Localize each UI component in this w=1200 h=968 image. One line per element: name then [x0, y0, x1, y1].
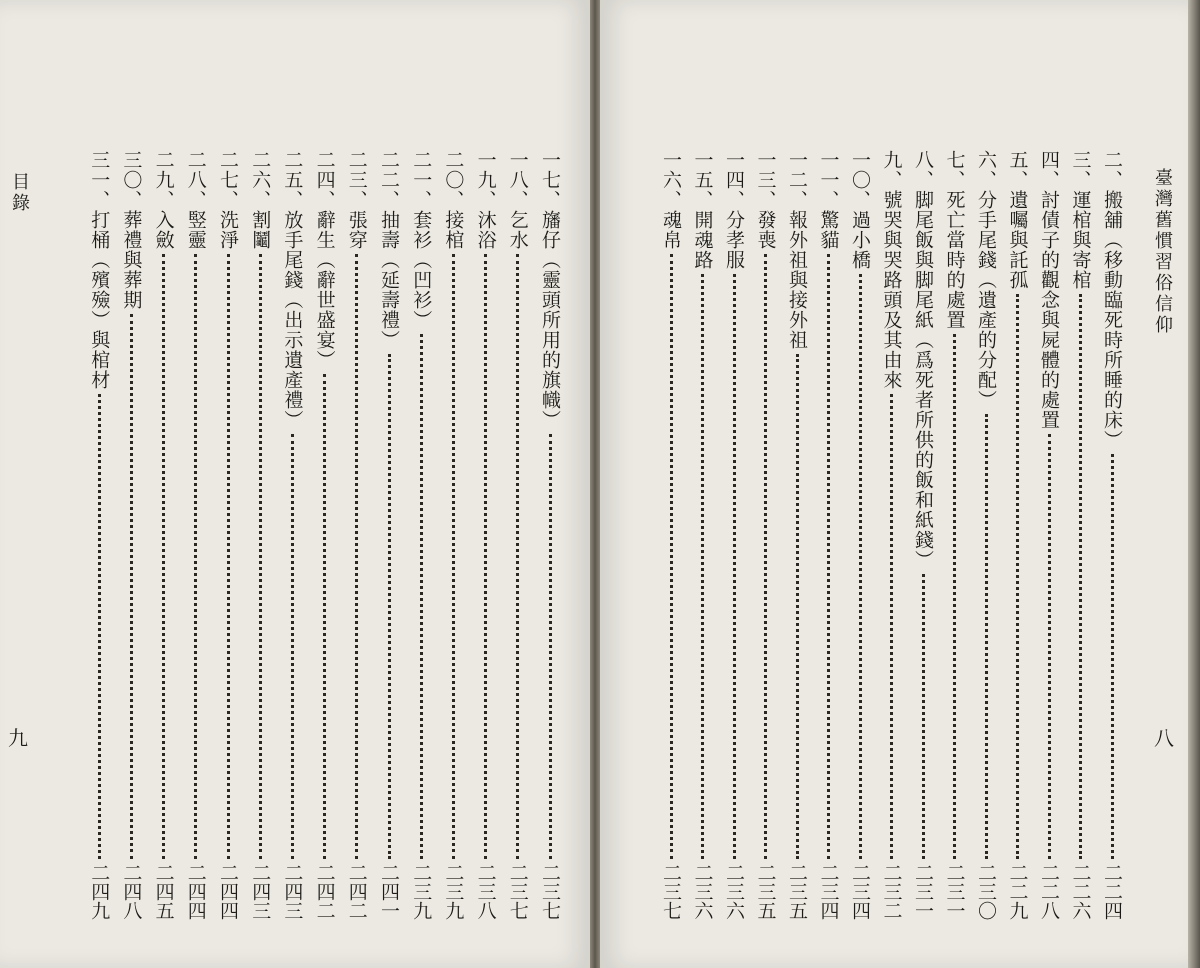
book-edge	[1188, 0, 1200, 968]
leader-dots	[922, 574, 925, 859]
entry-title: 一三、發喪	[754, 150, 777, 250]
entry-page-number: 二三四	[817, 863, 840, 920]
entry-title: 七、死亡當時的處置	[943, 150, 966, 330]
entry-page-number: 二三七	[506, 863, 529, 920]
entry-title: 四、討債子的觀念與屍體的處置	[1038, 150, 1060, 430]
entry-page-number: 二三六	[723, 863, 745, 920]
entry-page-number: 二三六	[691, 863, 714, 920]
leader-dots	[764, 254, 767, 859]
leader-dots	[420, 334, 423, 859]
entry-page-number: 二三一	[943, 863, 966, 920]
toc-entry	[407, 150, 435, 920]
leader-dots	[1079, 294, 1082, 859]
book-gutter	[590, 0, 600, 968]
folio-left: 九	[8, 726, 28, 750]
entry-title: 一九、沐浴	[474, 150, 497, 250]
entry-title: 一八、乞水	[506, 150, 529, 250]
leader-dots	[452, 254, 455, 859]
leader-dots	[1016, 294, 1019, 859]
entry-page-number: 二四四	[217, 863, 239, 920]
entry-title: 一五、開魂路	[691, 150, 714, 270]
entry-page-number: 二四九	[88, 863, 111, 920]
entry-page-number: 二三五	[786, 863, 808, 920]
toc-entry	[278, 150, 306, 920]
leader-dots	[227, 254, 230, 859]
leader-dots	[355, 254, 358, 859]
toc-entry	[1035, 150, 1063, 920]
leader-dots	[259, 254, 262, 859]
toc-entry	[1004, 150, 1032, 920]
leader-dots	[670, 254, 673, 859]
leader-dots	[549, 434, 552, 859]
leader-dots	[323, 374, 326, 859]
entry-title: 二二、抽壽（延壽禮）	[378, 150, 400, 350]
toc-entry	[720, 150, 748, 920]
entry-title: 二一、套衫（凹衫）	[410, 150, 433, 330]
leader-dots	[701, 274, 704, 859]
entry-page-number: 二三〇	[975, 863, 997, 920]
leader-dots	[484, 254, 487, 859]
toc-entry	[1067, 150, 1095, 920]
page-left	[0, 0, 590, 968]
entry-title: 三、運棺與寄棺	[1069, 150, 1092, 290]
leader-dots	[162, 254, 165, 859]
toc-entry	[536, 150, 564, 920]
toc-entry	[878, 150, 906, 920]
entry-title: 八、脚尾飯與脚尾紙（爲死者所供的飯和紙錢）	[912, 150, 934, 570]
toc-entry	[117, 150, 145, 920]
entry-page-number: 二二八	[1038, 863, 1060, 920]
leader-dots	[291, 434, 294, 859]
leader-dots	[98, 394, 101, 859]
entry-page-number: 二三九	[410, 863, 433, 920]
toc-entry	[783, 150, 811, 920]
leader-dots	[194, 254, 197, 859]
leader-dots	[130, 314, 133, 859]
toc-entry	[752, 150, 780, 920]
leader-dots	[388, 354, 391, 859]
leader-dots	[1048, 434, 1051, 859]
page-right	[600, 0, 1188, 968]
entry-page-number: 二三五	[754, 863, 777, 920]
toc-entry	[214, 150, 242, 920]
entry-title: 一一、驚貓	[817, 150, 840, 250]
toc-entry	[941, 150, 969, 920]
entry-page-number: 二三九	[442, 863, 465, 920]
entry-page-number: 二四三	[249, 863, 272, 920]
entry-title: 一六、魂帛	[660, 150, 682, 250]
toc-entry	[375, 150, 403, 920]
toc-entry	[657, 150, 685, 920]
entry-page-number: 二四四	[184, 863, 207, 920]
entry-page-number: 二三一	[912, 863, 934, 920]
entry-page-number: 二四二	[313, 863, 336, 920]
leader-dots	[890, 394, 893, 859]
entry-page-number: 二三八	[474, 863, 497, 920]
entry-title: 五、遺囑與託孤	[1006, 150, 1029, 290]
toc-entry	[504, 150, 532, 920]
toc-entry	[909, 150, 937, 920]
entry-title: 九、號哭與哭路頭及其由來	[880, 150, 903, 390]
entry-title: 二四、辭生（辭世盛宴）	[313, 150, 336, 370]
toc-entry	[150, 150, 178, 920]
entry-title: 二六、割鬮	[249, 150, 272, 250]
toc-entry	[846, 150, 874, 920]
leader-dots	[953, 334, 956, 859]
entry-page-number: 二三四	[849, 863, 871, 920]
entry-title: 一七、旛仔（靈頭所用的旗幟）	[539, 150, 561, 430]
entry-title: 二九、入斂	[152, 150, 175, 250]
entry-page-number: 二三七	[660, 863, 682, 920]
running-head-left: 目錄	[9, 172, 30, 214]
entry-title: 二、搬舖（移動臨死時所睡的床）	[1101, 150, 1123, 450]
entry-title: 二〇、接棺	[442, 150, 465, 250]
toc-entry	[311, 150, 339, 920]
toc-entry	[85, 150, 113, 920]
toc-entry	[815, 150, 843, 920]
running-head-right: 臺灣舊慣習俗信仰	[1152, 168, 1173, 336]
entry-page-number: 二二九	[1006, 863, 1029, 920]
entry-title: 一〇、過小橋	[849, 150, 871, 270]
toc-entry	[689, 150, 717, 920]
entry-title: 一四、分孝服	[723, 150, 745, 270]
entry-title: 二五、放手尾錢（出示遺產禮）	[281, 150, 304, 430]
leader-dots	[859, 274, 862, 859]
entry-title: 二七、洗淨	[217, 150, 239, 250]
entry-page-number: 二四八	[120, 863, 143, 920]
folio-right: 八	[1154, 726, 1174, 750]
entry-page-number: 二二六	[1069, 863, 1092, 920]
toc-entry	[1098, 150, 1126, 920]
leader-dots	[827, 254, 830, 859]
toc-entry	[182, 150, 210, 920]
entry-page-number: 二四三	[281, 863, 304, 920]
entry-page-number: 二三二	[880, 863, 903, 920]
entry-page-number: 二四一	[378, 863, 400, 920]
entry-page-number: 二三七	[539, 863, 561, 920]
toc-entry	[972, 150, 1000, 920]
leader-dots	[985, 414, 988, 859]
entry-title: 三〇、葬禮與葬期	[120, 150, 143, 310]
entry-title: 二八、竪靈	[184, 150, 207, 250]
entry-page-number: 二四五	[152, 863, 175, 920]
leader-dots	[733, 274, 736, 859]
toc-entry	[246, 150, 274, 920]
entry-page-number: 二四二	[345, 863, 368, 920]
leader-dots	[516, 254, 519, 859]
entry-title: 三一、打桶（殯殮）與棺材	[88, 150, 111, 390]
entry-title: 一二、報外祖與接外祖	[786, 150, 808, 350]
toc-entry	[343, 150, 371, 920]
leader-dots	[796, 354, 799, 859]
leader-dots	[1111, 454, 1114, 859]
entry-title: 二三、張穿	[345, 150, 368, 250]
toc-entry	[472, 150, 500, 920]
toc-entry	[439, 150, 467, 920]
entry-page-number: 二二四	[1101, 863, 1123, 920]
entry-title: 六、分手尾錢（遺產的分配）	[975, 150, 997, 410]
